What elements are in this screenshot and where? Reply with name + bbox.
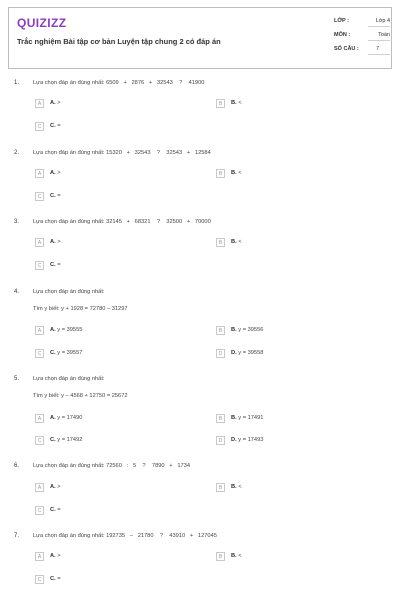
quizizz-logo: QUIZIZZ: [17, 16, 67, 30]
option-letter-box: B: [216, 552, 225, 561]
meta-grade-label: LỚP :: [334, 18, 349, 24]
option-letter-box: A: [35, 552, 44, 561]
question-text: Lựa chọn đáp án đúng nhất: 15320 + 32543 ? 32543 + 12584: [33, 150, 211, 156]
meta-count-line: [368, 54, 390, 55]
option-letter-box: A: [35, 238, 44, 247]
question-number: 2.: [14, 150, 20, 156]
option-letter-box: B: [216, 238, 225, 247]
question-subtext: Tìm y biết: y + 1928 = 72780 – 31297: [33, 306, 128, 312]
option-text: =: [57, 123, 61, 129]
option-key: B.: [231, 239, 237, 245]
question-text: Lựa chọn đáp án đúng nhất: 6509 + 2876 + 32543 ? 41900: [33, 80, 205, 86]
worksheet-header: [8, 7, 392, 69]
option-key: B.: [231, 484, 237, 490]
option-letter-box: C: [35, 192, 44, 201]
option-text: =: [57, 262, 61, 268]
option-text: >: [57, 239, 61, 245]
option-key: C.: [50, 437, 56, 443]
option-text: >: [57, 100, 61, 106]
option-text: <: [238, 170, 242, 176]
option-text: y = 39555: [57, 327, 83, 333]
question-text: Lựa chọn đáp án đúng nhất: 192735 – 21780 ? 43910 + 127045: [33, 533, 217, 539]
option-letter-box: B: [216, 99, 225, 108]
option-letter-box: B: [216, 169, 225, 178]
option-letter-box: B: [216, 414, 225, 423]
option-key: B.: [231, 553, 237, 559]
meta-subject-value: Toán: [378, 32, 390, 38]
option-letter-box: C: [35, 122, 44, 131]
option-key: A.: [50, 327, 56, 333]
question-text: Lựa chọn đáp án đúng nhất:: [33, 289, 105, 295]
option-key: A.: [50, 170, 56, 176]
option-letter-box: C: [35, 261, 44, 270]
option-letter-box: A: [35, 414, 44, 423]
question-number: 5.: [14, 376, 20, 382]
meta-subject-label: MÔN :: [334, 32, 351, 38]
option-letter-box: D: [216, 349, 225, 358]
option-text: =: [57, 507, 61, 513]
option-letter-box: A: [35, 326, 44, 335]
option-key: C.: [50, 262, 56, 268]
option-key: C.: [50, 350, 56, 356]
option-text: <: [238, 553, 242, 559]
question-number: 3.: [14, 219, 20, 225]
option-key: B.: [231, 415, 237, 421]
option-text: y = 17490: [57, 415, 83, 421]
option-text: <: [238, 484, 242, 490]
meta-count-label: SỐ CÂU :: [334, 46, 359, 52]
question-number: 4.: [14, 289, 20, 295]
option-text: y = 17492: [57, 437, 83, 443]
option-letter-box: C: [35, 575, 44, 584]
option-letter-box: A: [35, 99, 44, 108]
worksheet-title: Trắc nghiệm Bài tập cơ bản Luyện tập chung 2 có đáp án: [17, 37, 221, 46]
option-text: =: [57, 576, 61, 582]
option-text: y = 17491: [238, 415, 264, 421]
option-key: C.: [50, 193, 56, 199]
question-subtext: Tìm y biết: y – 4568 + 12750 = 25672: [33, 393, 128, 399]
option-letter-box: C: [35, 349, 44, 358]
option-key: D.: [231, 350, 237, 356]
option-text: y = 39556: [238, 327, 264, 333]
option-key: A.: [50, 239, 56, 245]
option-key: A.: [50, 100, 56, 106]
question-number: 1.: [14, 80, 20, 86]
option-letter-box: A: [35, 483, 44, 492]
option-key: A.: [50, 415, 56, 421]
option-letter-box: C: [35, 506, 44, 515]
question-text: Lựa chọn đáp án đúng nhất:: [33, 376, 105, 382]
option-key: B.: [231, 327, 237, 333]
option-text: >: [57, 484, 61, 490]
option-key: A.: [50, 553, 56, 559]
option-text: <: [238, 100, 242, 106]
option-text: y = 39558: [238, 350, 264, 356]
option-letter-box: D: [216, 436, 225, 445]
option-text: >: [57, 553, 61, 559]
option-text: y = 17493: [238, 437, 264, 443]
option-letter-box: B: [216, 326, 225, 335]
option-text: y = 39557: [57, 350, 83, 356]
option-text: <: [238, 239, 242, 245]
option-text: >: [57, 170, 61, 176]
option-letter-box: C: [35, 436, 44, 445]
option-key: D.: [231, 437, 237, 443]
option-key: B.: [231, 100, 237, 106]
option-letter-box: B: [216, 483, 225, 492]
option-text: =: [57, 193, 61, 199]
meta-subject-line: [368, 40, 390, 41]
meta-grade-value: Lớp 4: [375, 18, 390, 24]
question-number: 6.: [14, 463, 20, 469]
option-key: B.: [231, 170, 237, 176]
question-text: Lựa chọn đáp án đúng nhất: 32145 + 68321 ? 32500 + 70000: [33, 219, 211, 225]
question-number: 7.: [14, 533, 20, 539]
meta-grade-line: [368, 26, 390, 27]
option-key: C.: [50, 123, 56, 129]
option-key: A.: [50, 484, 56, 490]
option-key: C.: [50, 507, 56, 513]
option-key: C.: [50, 576, 56, 582]
meta-count-value: 7: [376, 46, 380, 52]
option-letter-box: A: [35, 169, 44, 178]
question-text: Lựa chọn đáp án đúng nhất: 72560 : 5 ? 7890 + 1734: [33, 463, 191, 469]
